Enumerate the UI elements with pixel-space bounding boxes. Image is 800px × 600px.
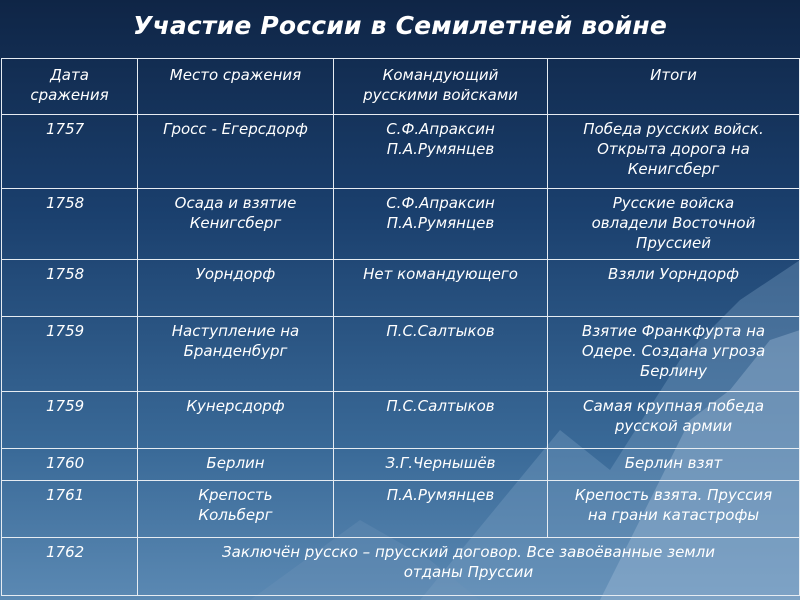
cell-date: 1757: [2, 115, 138, 189]
cell-date: 1760: [2, 449, 138, 481]
cell-summary: Заключён русско – прусский договор. Все завоёванные земли отданы Пруссии: [138, 538, 800, 596]
cell-commander: С.Ф.Апраксин П.А.Румянцев: [334, 115, 548, 189]
cell-date: 1759: [2, 392, 138, 449]
cell-commander: П.С.Салтыков: [334, 392, 548, 449]
cell-date: 1762: [2, 538, 138, 596]
cell-result: Взятие Франкфурта на Одере. Создана угроза Берлину: [548, 317, 800, 392]
cell-commander: П.С.Салтыков: [334, 317, 548, 392]
table-row: [2, 189, 800, 260]
cell-place: Берлин: [138, 449, 334, 481]
table-row: [2, 115, 800, 189]
cell-result: Русские войска овладели Восточной Пруссией: [548, 189, 800, 260]
cell-place: Наступление на Бранденбург: [138, 317, 334, 392]
table-row: [2, 317, 800, 392]
cell-date: 1758: [2, 260, 138, 317]
header-commander: Командующий русскими войсками: [334, 59, 548, 115]
cell-commander: С.Ф.Апраксин П.А.Румянцев: [334, 189, 548, 260]
table-row: [2, 260, 800, 317]
cell-place: Крепость Кольберг: [138, 481, 334, 538]
cell-commander: З.Г.Чернышёв: [334, 449, 548, 481]
table-row: [2, 449, 800, 481]
cell-place: Гросс - Егерсдорф: [138, 115, 334, 189]
cell-result: Самая крупная победа русской армии: [548, 392, 800, 449]
page-title: Участие России в Семилетней войне: [133, 11, 667, 40]
table-header-row: [2, 59, 800, 115]
cell-commander: П.А.Румянцев: [334, 481, 548, 538]
cell-commander: Нет командующего: [334, 260, 548, 317]
cell-place: Уорндорф: [138, 260, 334, 317]
battles-table: [1, 58, 800, 596]
cell-place: Осада и взятие Кенигсберг: [138, 189, 334, 260]
table-row: [2, 538, 800, 596]
cell-result: Крепость взята. Пруссия на грани катастрофы: [548, 481, 800, 538]
cell-date: 1758: [2, 189, 138, 260]
table-row: [2, 392, 800, 449]
cell-result: Взяли Уорндорф: [548, 260, 800, 317]
cell-date: 1761: [2, 481, 138, 538]
header-result: Итоги: [548, 59, 800, 115]
cell-date: 1759: [2, 317, 138, 392]
header-place: Место сражения: [138, 59, 334, 115]
cell-result: Берлин взят: [548, 449, 800, 481]
cell-result: Победа русских войск. Открыта дорога на Кенигсберг: [548, 115, 800, 189]
cell-place: Кунерсдорф: [138, 392, 334, 449]
table-row: [2, 481, 800, 538]
header-date: Дата сражения: [2, 59, 138, 115]
